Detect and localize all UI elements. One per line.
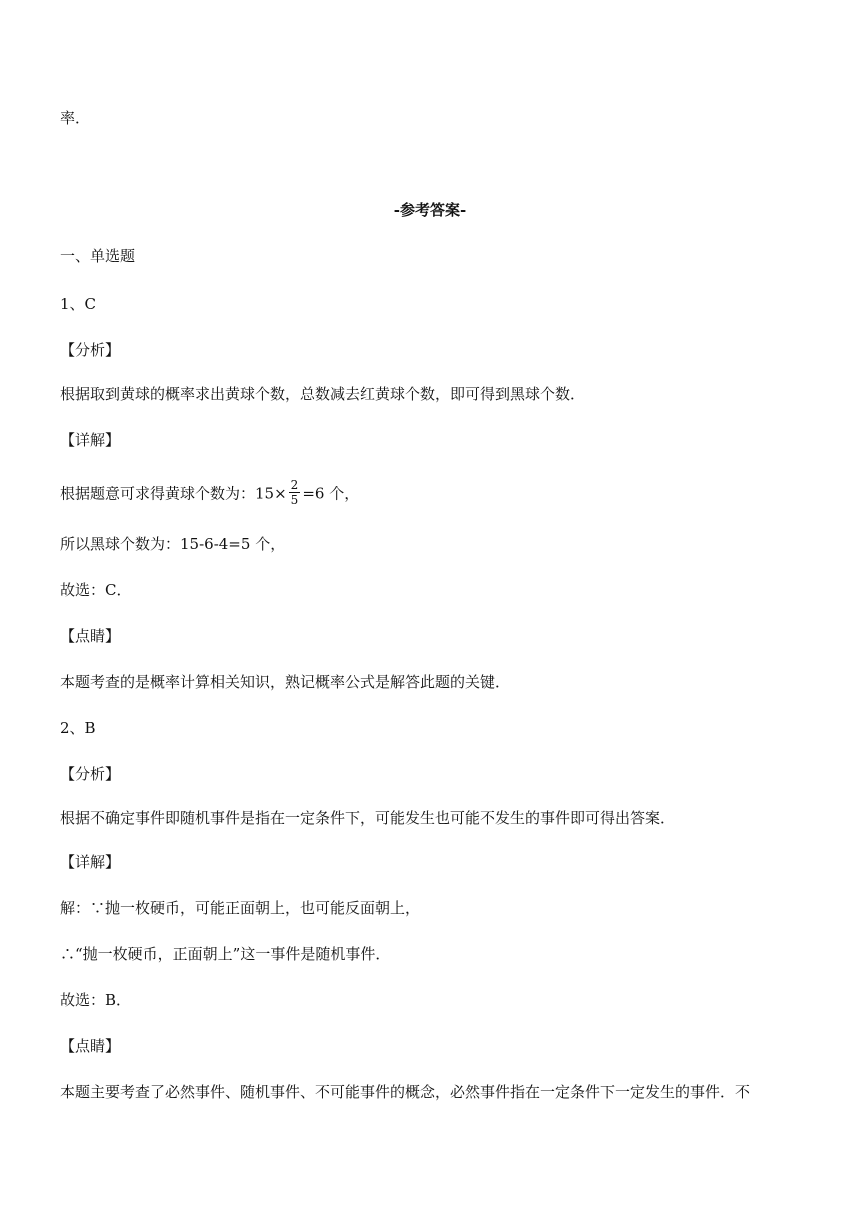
q2-detail-tag: 【详解】 xyxy=(60,853,121,871)
continued-text: 率． xyxy=(60,109,91,127)
q2-comment-tag: 【点睛】 xyxy=(60,1037,121,1055)
q1-detail-suffix: =6 个， xyxy=(302,484,360,503)
q1-comment: 本题考查的是概率计算相关知识，熟记概率公式是解答此题的关键． xyxy=(60,673,511,691)
q1-choice: 故选：C． xyxy=(60,581,132,599)
q1-analysis-tag: 【分析】 xyxy=(60,341,121,359)
q1-analysis: 根据取到黄球的概率求出黄球个数，总数减去红黄球个数，即可得到黑球个数． xyxy=(60,385,586,403)
q1-answer: 1、C xyxy=(60,295,97,313)
q2-detail-line1: 解：∵抛一枚硬币，可能正面朝上，也可能反面朝上， xyxy=(60,899,421,917)
q1-detail-line1 xyxy=(60,480,359,509)
q2-answer: 2、B xyxy=(60,719,96,737)
q2-choice: 故选：B． xyxy=(60,991,132,1009)
q1-detail-tag: 【详解】 xyxy=(60,431,121,449)
fraction xyxy=(289,478,301,507)
fraction-numerator: 2 xyxy=(290,478,299,492)
answer-heading: -参考答案- xyxy=(393,201,467,219)
q1-detail-prefix: 根据题意可求得黄球个数为：15× xyxy=(60,484,287,503)
q2-comment: 本题主要考查了必然事件、随机事件、不可能事件的概念，必然事件指在一定条件下一定发生的事件．不 xyxy=(60,1083,751,1101)
fraction-denominator: 5 xyxy=(290,493,299,507)
q2-analysis: 根据不确定事件即随机事件是指在一定条件下，可能发生也可能不发生的事件即可得出答案． xyxy=(60,809,676,827)
section-title: 一、单选题 xyxy=(60,247,136,265)
q1-comment-tag: 【点睛】 xyxy=(60,627,121,645)
q2-analysis-tag: 【分析】 xyxy=(60,765,121,783)
q1-detail-line2: 所以黑球个数为：15-6-4=5 个， xyxy=(60,535,286,553)
q2-detail-line2: ∴“抛一枚硬币，正面朝上”这一事件是随机事件． xyxy=(60,945,391,963)
